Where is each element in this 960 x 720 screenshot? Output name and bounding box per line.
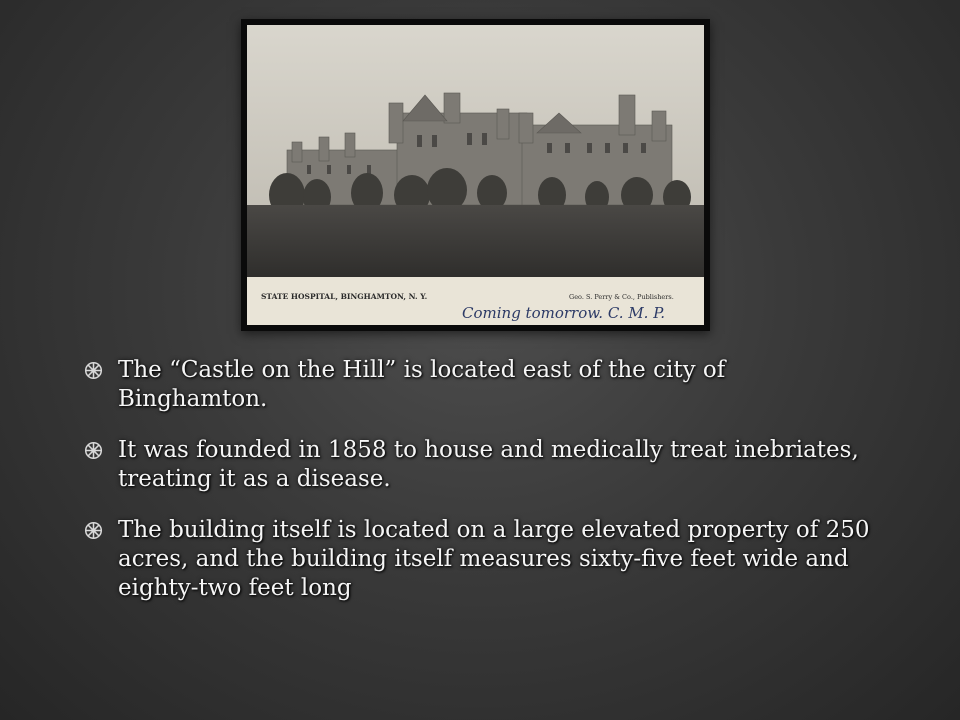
postcard-photo bbox=[241, 19, 710, 331]
bullet-text: The “Castle on the Hill” is located east of the city of Binghamton. bbox=[118, 357, 726, 412]
bullet-text: It was founded in 1858 to house and medically treat inebriates, treating it as a disease. bbox=[118, 437, 859, 492]
bullet-list bbox=[84, 356, 874, 625]
bullet-item bbox=[84, 436, 874, 494]
wheel-bullet-icon bbox=[84, 441, 103, 460]
bullet-item bbox=[84, 356, 874, 414]
handwritten-signature: Coming tomorrow. C. M. P. bbox=[462, 304, 666, 322]
postcard-image bbox=[247, 25, 704, 325]
postcard-caption: STATE HOSPITAL, BINGHAMTON, N. Y. bbox=[261, 292, 428, 301]
wheel-bullet-icon bbox=[84, 361, 103, 380]
postcard-publisher: Geo. S. Perry & Co., Publishers. bbox=[569, 293, 674, 301]
wheel-bullet-icon bbox=[84, 521, 103, 540]
bullet-text: The building itself is located on a large elevated property of 250 acres, and the building itself measures sixty-five feet wide and eighty-two feet long bbox=[118, 517, 870, 601]
bullet-item bbox=[84, 516, 874, 603]
